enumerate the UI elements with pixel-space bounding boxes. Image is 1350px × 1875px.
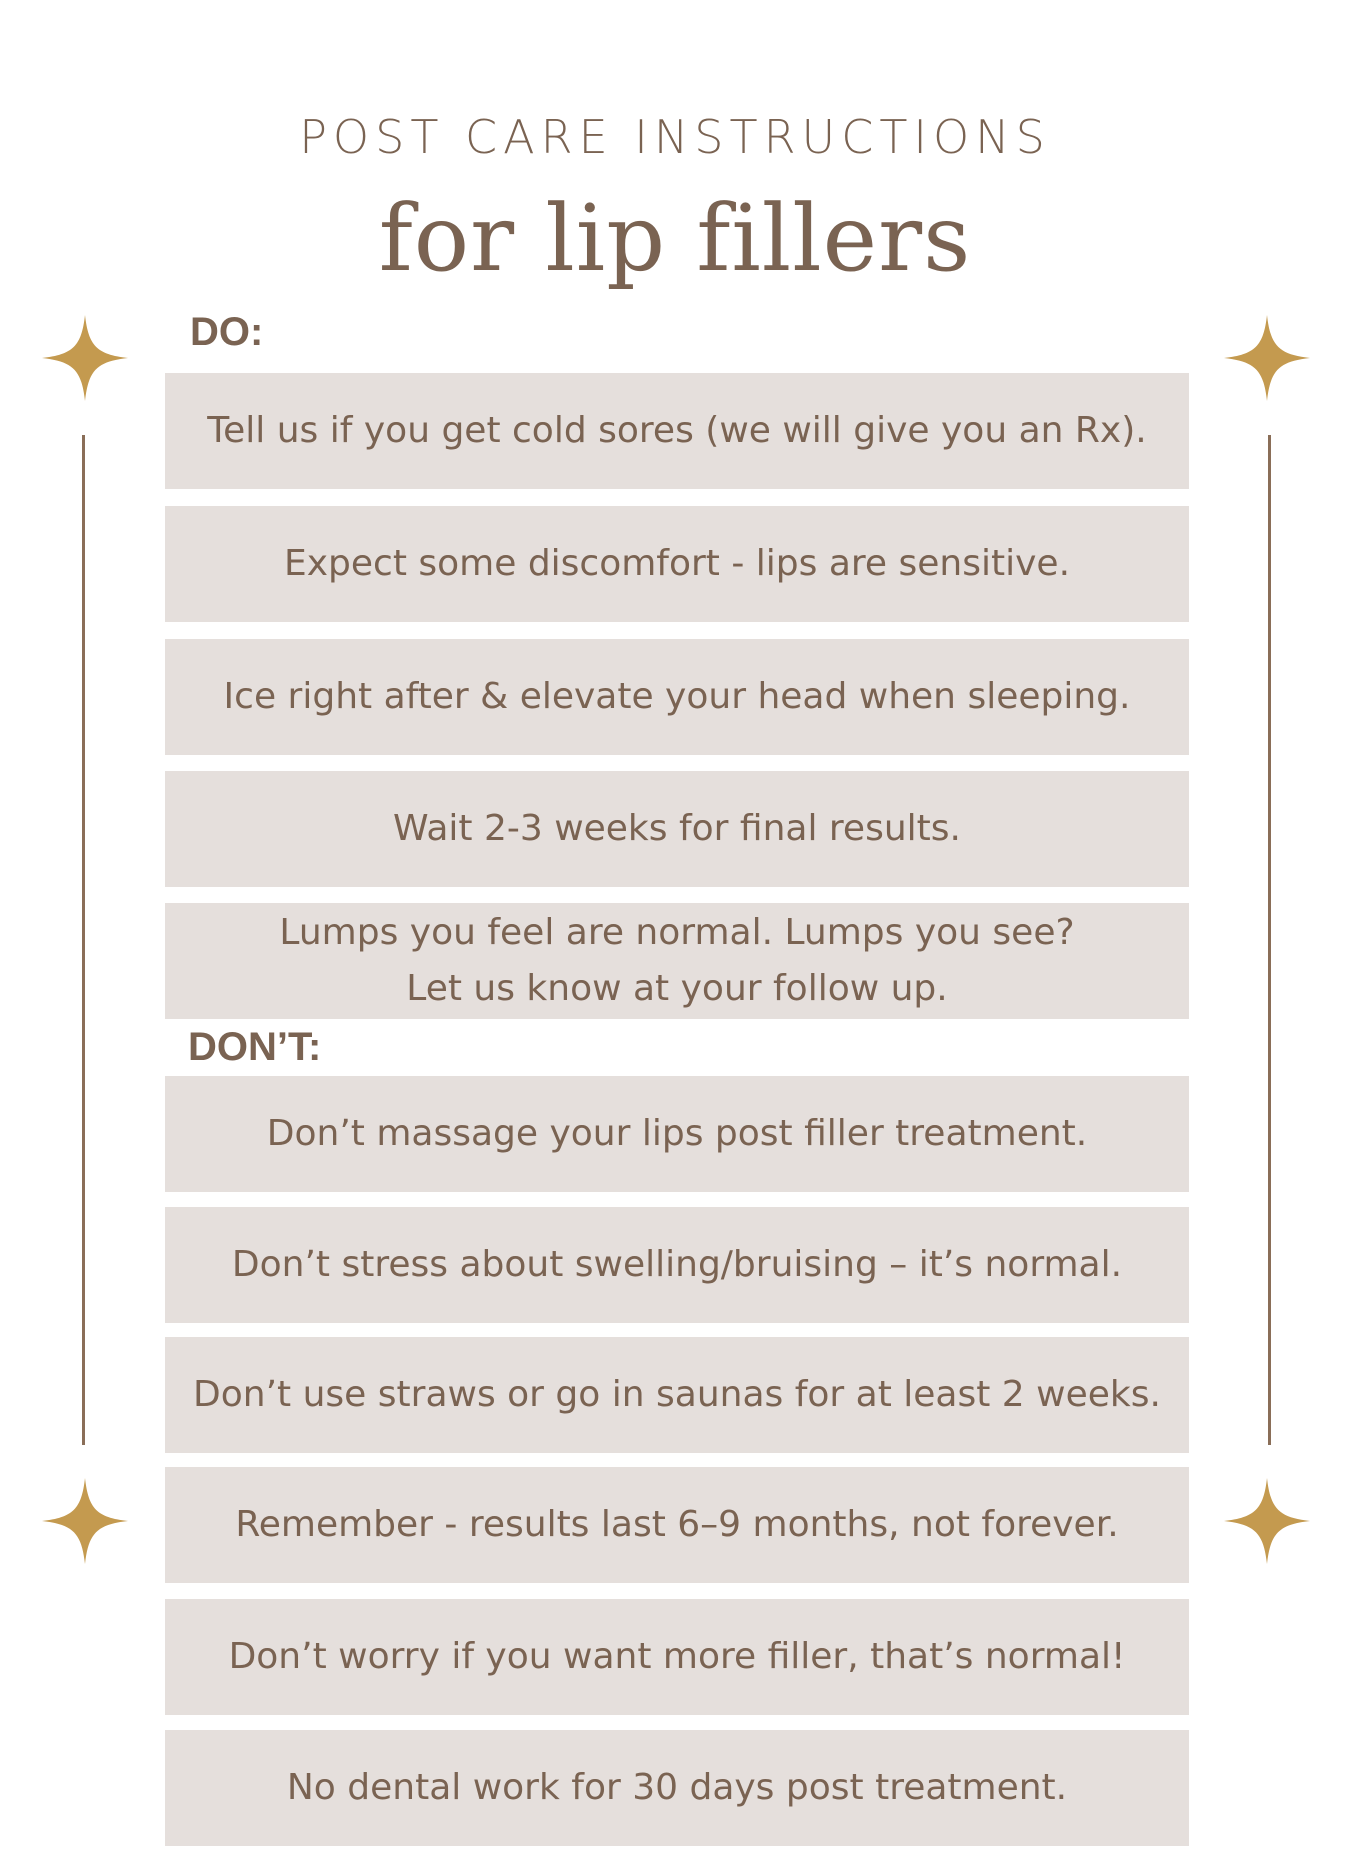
dont-item-text: No dental work for 30 days post treatment.	[286, 1767, 1068, 1809]
do-item-text: Ice right after & elevate your head when sleeping.	[223, 676, 1131, 718]
page-heading: POST CARE INSTRUCTIONS	[299, 110, 1051, 164]
dont-item	[165, 1730, 1189, 1846]
do-section-label: DO:	[190, 310, 264, 354]
dont-item	[165, 1337, 1189, 1453]
do-item-text: Expect some discomfort - lips are sensitive.	[283, 543, 1071, 585]
right-decorative-rail	[1268, 435, 1271, 1445]
page-subheading: for lip fillers	[378, 185, 972, 292]
do-item	[165, 373, 1189, 489]
dont-item	[165, 1076, 1189, 1192]
sparkle-star-icon	[42, 1478, 128, 1564]
sparkle-star-icon	[1224, 1478, 1310, 1564]
do-item-text: Tell us if you get cold sores (we will give you an Rx).	[207, 410, 1147, 452]
left-decorative-rail	[82, 435, 85, 1445]
sparkle-star-icon	[1224, 315, 1310, 401]
sparkle-star-icon	[42, 315, 128, 401]
dont-item-text: Don’t stress about swelling/bruising – it’s normal.	[231, 1244, 1123, 1286]
do-item	[165, 639, 1189, 755]
do-item	[165, 903, 1189, 1019]
do-item-text-line: Let us know at your follow up.	[406, 968, 948, 1009]
do-item	[165, 771, 1189, 887]
dont-section-label: DON’T:	[188, 1025, 322, 1069]
dont-item	[165, 1599, 1189, 1715]
dont-item-text: Don’t worry if you want more filler, that’s normal!	[228, 1636, 1126, 1678]
dont-item-text: Don’t massage your lips post filler treatment.	[266, 1113, 1088, 1155]
dont-item	[165, 1467, 1189, 1583]
dont-item-text: Don’t use straws or go in saunas for at least 2 weeks.	[193, 1374, 1161, 1416]
dont-item	[165, 1207, 1189, 1323]
dont-item-text: Remember - results last 6–9 months, not forever.	[235, 1504, 1119, 1546]
do-item-text-line: Lumps you feel are normal. Lumps you see?	[279, 912, 1075, 954]
do-item-text: Wait 2-3 weeks for final results.	[393, 808, 961, 850]
do-item	[165, 506, 1189, 622]
